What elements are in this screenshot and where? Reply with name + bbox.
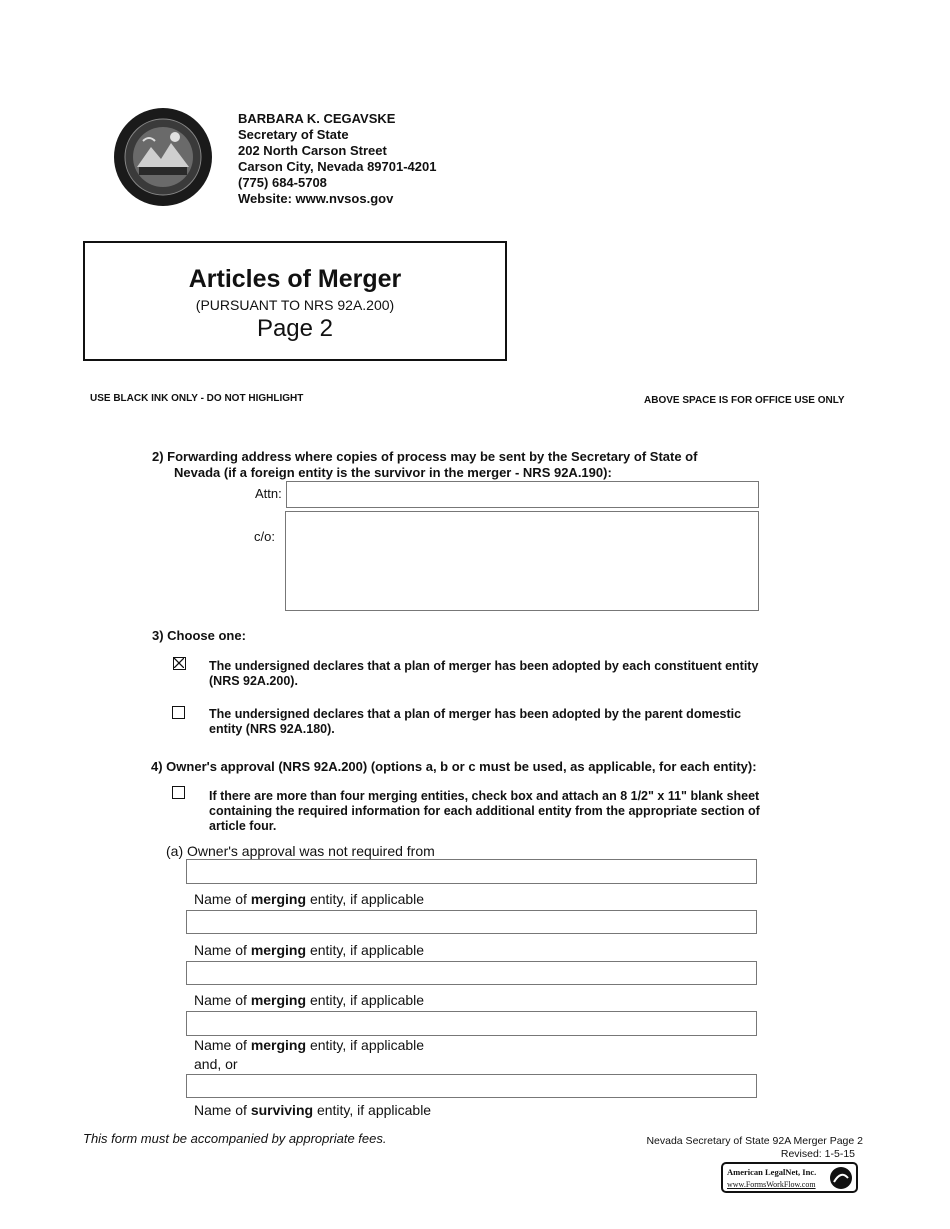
surviving-entity-field[interactable]: [186, 1074, 757, 1098]
nevada-state-seal: [113, 107, 213, 207]
form-title-box: [83, 241, 507, 361]
name-prefix: Name of: [194, 1037, 247, 1053]
merging-entity-1-field[interactable]: [186, 859, 757, 884]
option-1-text-line1: The undersigned declares that a plan of merger has been adopted by each constituent entity: [209, 659, 759, 673]
merging-entity-2-label: [194, 942, 424, 958]
plan-adopted-each-entity-checkbox[interactable]: [173, 657, 186, 670]
name-prefix: Name of: [194, 942, 247, 958]
office-use-note: ABOVE SPACE IS FOR OFFICE USE ONLY: [644, 395, 845, 406]
legalnet-url[interactable]: www.FormsWorkFlow.com: [727, 1180, 816, 1189]
office-city: Carson City, Nevada 89701-4201: [238, 159, 437, 174]
more-entities-text-line1: If there are more than four merging entities, check box and attach an 8 1/2" x 11" blank sheet: [209, 789, 760, 803]
section-2-heading-line2: Nevada (if a foreign entity is the survivor in the merger - NRS 92A.190):: [174, 465, 612, 480]
ink-instruction: USE BLACK INK ONLY - DO NOT HIGHLIGHT: [90, 393, 304, 404]
merging-word: merging: [250, 942, 307, 958]
section-4-heading: 4) Owner's approval (NRS 92A.200) (options a, b or c must be used, as applicable, for each entity):: [151, 759, 757, 774]
plan-adopted-parent-entity-checkbox[interactable]: [172, 706, 185, 719]
revision-date: Revised: 1-5-15: [780, 1148, 855, 1160]
form-identifier: Nevada Secretary of State 92A Merger Page 2: [646, 1135, 863, 1147]
surviving-entity-label: [194, 1102, 431, 1118]
option-2-text-line1: The undersigned declares that a plan of merger has been adopted by the parent domestic: [209, 707, 742, 721]
official-role: Secretary of State: [238, 127, 349, 142]
merging-entity-2-field[interactable]: [186, 910, 757, 934]
merging-word: merging: [250, 891, 307, 907]
office-website: Website: www.nvsos.gov: [238, 191, 394, 206]
form-subtitle: (PURSUANT TO NRS 92A.200): [195, 297, 395, 313]
name-prefix: Name of: [194, 891, 247, 907]
merging-entity-4-label: [194, 1037, 424, 1053]
section-2-heading-line1: 2) Forwarding address where copies of process may be sent by the Secretary of State of: [152, 449, 698, 464]
form-title: Articles of Merger: [188, 265, 402, 293]
option-1-text-line2: (NRS 92A.200).: [209, 674, 298, 688]
form-page-number: Page 2: [256, 315, 334, 342]
legalnet-name: American LegalNet, Inc.: [727, 1167, 817, 1177]
option-2-text-line2: entity (NRS 92A.180).: [209, 722, 335, 736]
name-suffix: entity, if applicable: [316, 1102, 432, 1118]
checked-x-icon: [174, 658, 184, 668]
secretary-of-state-contact: [238, 111, 436, 207]
name-prefix: Name of: [194, 1102, 247, 1118]
legalnet-logo-icon: [829, 1166, 853, 1190]
merging-entity-1-label: [194, 891, 424, 907]
more-than-four-entities-checkbox[interactable]: [172, 786, 185, 799]
merging-entity-3-label: [194, 992, 424, 1008]
attn-field[interactable]: [286, 481, 759, 508]
name-suffix: entity, if applicable: [309, 942, 425, 958]
merging-word: merging: [250, 992, 307, 1008]
name-prefix: Name of: [194, 992, 247, 1008]
official-name: BARBARA K. CEGAVSKE: [238, 111, 396, 126]
name-suffix: entity, if applicable: [309, 891, 425, 907]
legalnet-badge: [721, 1162, 858, 1193]
office-street: 202 North Carson Street: [238, 143, 387, 158]
attn-label: Attn:: [255, 486, 282, 501]
office-phone: (775) 684-5708: [238, 175, 327, 190]
and-or-label: and, or: [194, 1056, 238, 1072]
more-entities-text-line2: containing the required information for each additional entity from the appropriate section of: [209, 804, 760, 818]
more-entities-text-line3: article four.: [209, 819, 277, 833]
merging-word: merging: [250, 1037, 307, 1053]
option-a-label: (a) Owner's approval was not required from: [166, 843, 435, 859]
fees-note: This form must be accompanied by appropriate fees.: [83, 1131, 387, 1146]
merging-entity-3-field[interactable]: [186, 961, 757, 985]
co-field[interactable]: [285, 511, 759, 611]
surviving-word: surviving: [250, 1102, 314, 1118]
name-suffix: entity, if applicable: [309, 992, 425, 1008]
merging-entity-4-field[interactable]: [186, 1011, 757, 1036]
co-label: c/o:: [254, 529, 275, 544]
name-suffix: entity, if applicable: [309, 1037, 425, 1053]
section-3-heading: 3) Choose one:: [152, 628, 246, 643]
